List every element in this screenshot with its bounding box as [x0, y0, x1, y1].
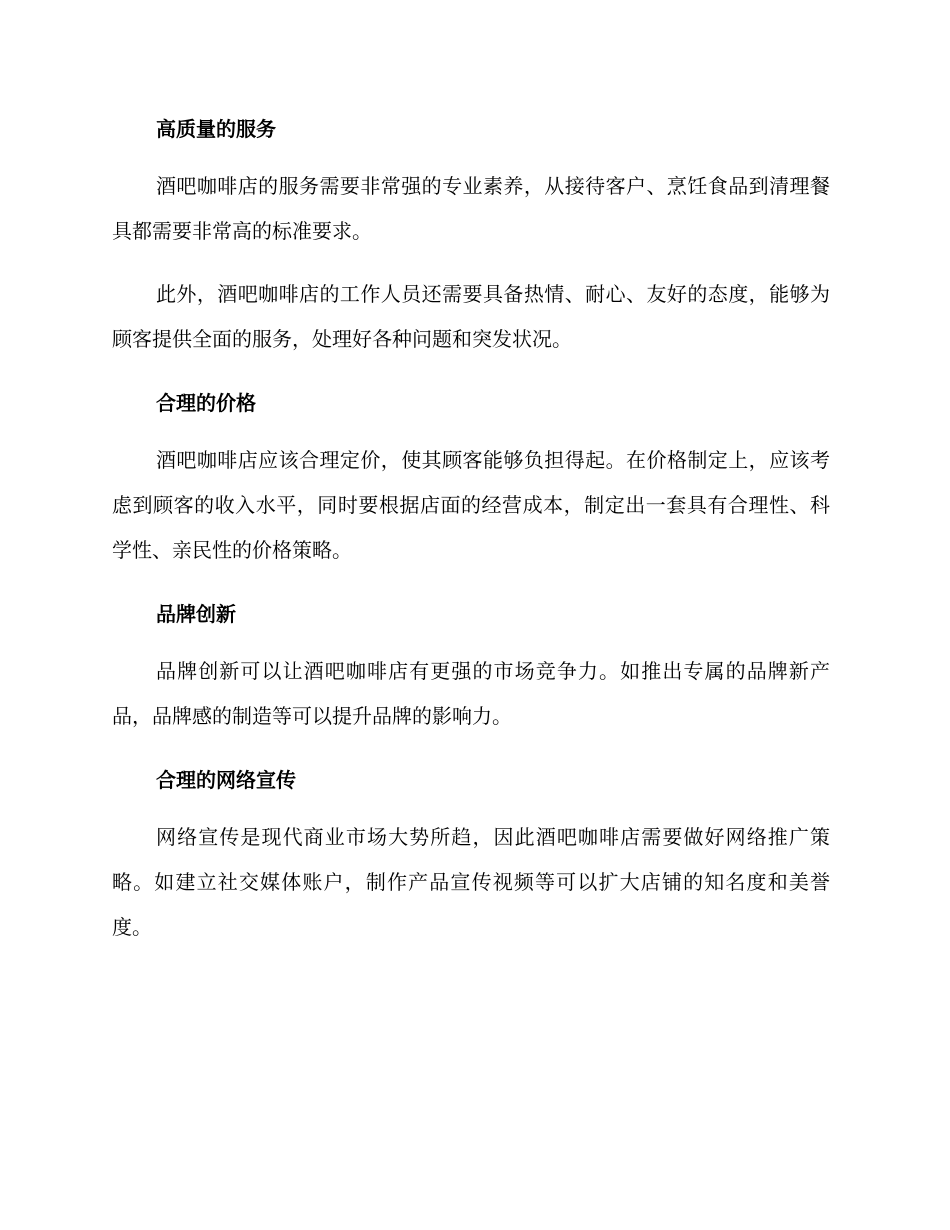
paragraph: 网络宣传是现代商业市场大势所趋，因此酒吧咖啡店需要做好网络推广策略。如建立社交媒体账户，制作产品宣传视频等可以扩大店铺的知名度和美誉度。	[112, 825, 830, 939]
paragraph: 品牌创新可以让酒吧咖啡店有更强的市场竞争力。如推出专属的品牌新产品，品牌感的制造等可以提升品牌的影响力。	[112, 659, 830, 728]
document-page	[112, 112, 830, 974]
section-heading-service: 高质量的服务	[156, 117, 276, 141]
paragraph: 此外，酒吧咖啡店的工作人员还需要具备热情、耐心、友好的态度，能够为顾客提供全面的服务，处理好各种问题和突发状况。	[112, 282, 830, 351]
paragraph: 酒吧咖啡店的服务需要非常强的专业素养，从接待客户、烹饪食品到清理餐具都需要非常高的标准要求。	[112, 174, 830, 243]
section-heading-brand: 品牌创新	[156, 602, 236, 626]
section-heading-price: 合理的价格	[156, 391, 256, 415]
paragraph: 酒吧咖啡店应该合理定价，使其顾客能够负担得起。在价格制定上，应该考虑到顾客的收入水平，同时要根据店面的经营成本，制定出一套具有合理性、科学性、亲民性的价格策略。	[112, 448, 830, 562]
section-heading-promotion: 合理的网络宣传	[156, 768, 296, 792]
